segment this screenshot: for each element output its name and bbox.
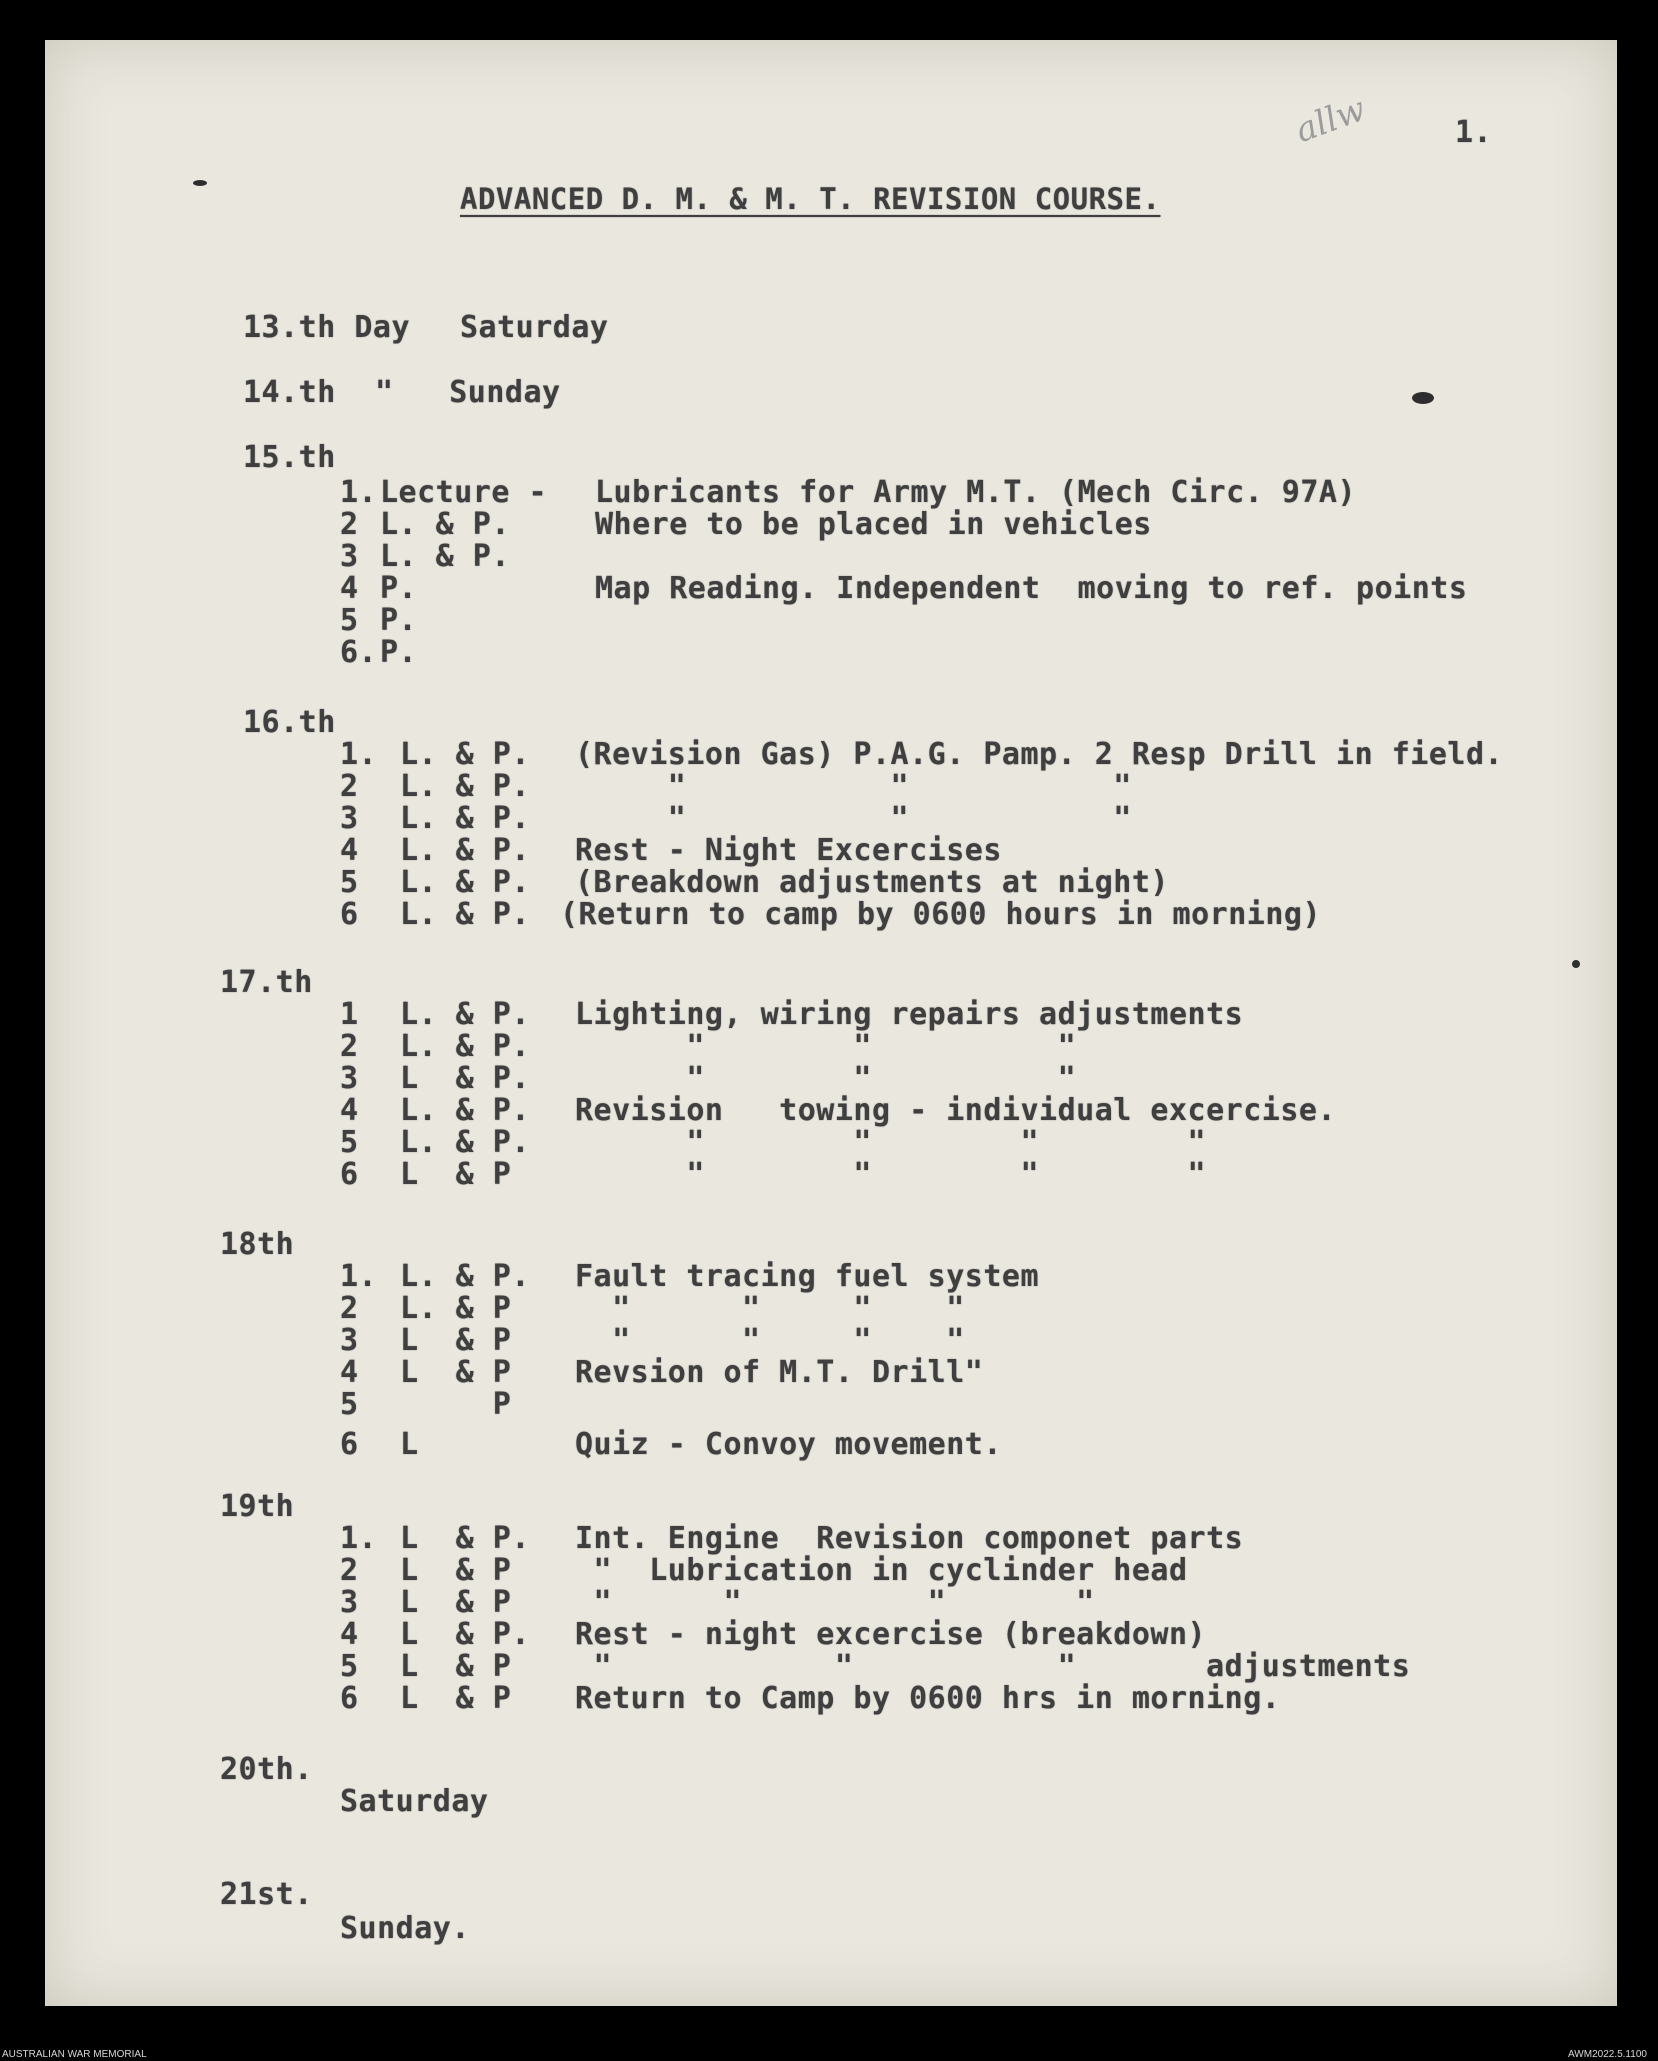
- item-type: L. & P.: [400, 1125, 530, 1160]
- ink-blot: [1412, 392, 1434, 404]
- page-number: 1.: [1455, 115, 1493, 150]
- item-num: 5: [340, 1125, 359, 1160]
- ink-blot: [193, 180, 207, 186]
- item-type: L. & P.: [400, 865, 530, 900]
- footer-reference: AWM2022.5.1100: [1568, 2049, 1647, 2060]
- item-num: 6.: [340, 635, 378, 670]
- item-num: 4: [340, 1093, 359, 1128]
- item-text: Fault tracing fuel system: [575, 1259, 1040, 1294]
- item-type: L: [400, 1427, 419, 1462]
- item-num: 6: [340, 1427, 359, 1462]
- item-num: 5: [340, 1649, 359, 1684]
- item-text: Lubricants for Army M.T. (Mech Circ. 97A): [595, 475, 1357, 510]
- day-sub: Saturday: [340, 1784, 489, 1819]
- item-num: 4: [340, 1355, 359, 1390]
- item-num: 5: [340, 865, 359, 900]
- item-num: 6: [340, 1681, 359, 1716]
- day-sub: Sunday.: [340, 1911, 470, 1946]
- day-extra: Saturday: [460, 310, 609, 345]
- item-num: 1.: [340, 737, 378, 772]
- pencil-annotation: allw: [1290, 89, 1371, 151]
- item-text: (Breakdown adjustments at night): [575, 865, 1169, 900]
- item-type: L. & P.: [380, 539, 510, 574]
- item-text: (Return to camp by 0600 hours in morning): [560, 897, 1322, 932]
- item-type: L. & P.: [400, 801, 530, 836]
- item-type: P.: [380, 635, 418, 670]
- item-num: 1.: [340, 1259, 378, 1294]
- item-text: " " " ": [575, 1125, 1207, 1160]
- item-type: L & P: [400, 1553, 512, 1588]
- item-type: P.: [380, 603, 418, 638]
- item-type: L & P: [400, 1323, 512, 1358]
- item-type: L & P.: [400, 1617, 530, 1652]
- day-label: 13.th Day: [243, 310, 411, 345]
- day-extra: " Sunday: [375, 375, 561, 410]
- item-num: 2: [340, 1291, 359, 1326]
- day-label: 16.th: [243, 705, 336, 740]
- item-type: L & P: [400, 1585, 512, 1620]
- item-text: " " " ": [575, 1323, 965, 1358]
- item-type: L. & P.: [400, 1093, 530, 1128]
- item-text: Return to Camp by 0600 hrs in morning.: [575, 1681, 1281, 1716]
- item-text: Int. Engine Revision componet parts: [575, 1521, 1244, 1556]
- item-text: Lighting, wiring repairs adjustments: [575, 997, 1244, 1032]
- item-type: P.: [380, 571, 418, 606]
- item-text: (Revision Gas) P.A.G. Pamp. 2 Resp Drill in field.: [575, 737, 1504, 772]
- item-num: 4: [340, 833, 359, 868]
- item-text: " " " ": [575, 1157, 1207, 1192]
- item-num: 3: [340, 1323, 359, 1358]
- item-type: L & P.: [400, 1061, 530, 1096]
- item-type: P: [400, 1387, 512, 1422]
- page-title: ADVANCED D. M. & M. T. REVISION COURSE.: [460, 182, 1161, 216]
- item-num: 3: [340, 539, 359, 574]
- item-num: 5: [340, 1387, 359, 1422]
- item-num: 6: [340, 1157, 359, 1192]
- item-num: 3: [340, 1585, 359, 1620]
- day-label: 14.th: [243, 375, 336, 410]
- item-num: 2: [340, 1553, 359, 1588]
- item-type: L. & P.: [380, 507, 510, 542]
- item-num: 2: [340, 769, 359, 804]
- item-text: Rest - night excercise (breakdown): [575, 1617, 1207, 1652]
- day-label: 20th.: [220, 1752, 313, 1787]
- item-text: Rest - Night Excercises: [575, 833, 1002, 868]
- item-num: 4: [340, 1617, 359, 1652]
- item-text: " " ": [575, 1029, 1077, 1064]
- day-label: 18th: [220, 1227, 295, 1262]
- ink-blot: [1572, 960, 1580, 968]
- item-type: L & P: [400, 1649, 512, 1684]
- item-text: " " " adjustments: [575, 1649, 1411, 1684]
- item-type: L & P: [400, 1681, 512, 1716]
- item-num: 2: [340, 1029, 359, 1064]
- item-num: 1: [340, 997, 359, 1032]
- item-num: 5: [340, 603, 359, 638]
- day-label: 15.th: [243, 440, 336, 475]
- item-num: 3: [340, 801, 359, 836]
- item-text: Revsion of M.T. Drill": [575, 1355, 984, 1390]
- item-text: " " " ": [575, 1585, 1095, 1620]
- item-num: 1.: [340, 475, 378, 510]
- item-text: " " " ": [575, 1291, 965, 1326]
- item-num: 2: [340, 507, 359, 542]
- item-text: Quiz - Convoy movement.: [575, 1427, 1002, 1462]
- item-num: 1.: [340, 1521, 378, 1556]
- item-type: L. & P.: [400, 1029, 530, 1064]
- item-text: Revision towing - individual excercise.: [575, 1093, 1337, 1128]
- footer-institution: AUSTRALIAN WAR MEMORIAL: [2, 2049, 147, 2060]
- item-type: L & P: [400, 1355, 512, 1390]
- day-label: 19th: [220, 1489, 295, 1524]
- day-label: 17.th: [220, 965, 313, 1000]
- item-text: " Lubrication in cyclinder head: [575, 1553, 1188, 1588]
- item-type: L & P: [400, 1157, 512, 1192]
- item-text: " " ": [575, 801, 1132, 836]
- item-type: L. & P.: [400, 897, 530, 932]
- item-text: Where to be placed in vehicles: [595, 507, 1152, 542]
- item-type: Lecture -: [380, 475, 548, 510]
- item-type: L. & P.: [400, 1259, 530, 1294]
- item-type: L. & P.: [400, 997, 530, 1032]
- item-text: Map Reading. Independent moving to ref. points: [595, 571, 1468, 606]
- day-label: 21st.: [220, 1877, 313, 1912]
- item-num: 4: [340, 571, 359, 606]
- item-num: 6: [340, 897, 359, 932]
- item-type: L. & P.: [400, 737, 530, 772]
- item-text: " " ": [575, 1061, 1077, 1096]
- item-type: L & P.: [400, 1521, 530, 1556]
- item-type: L. & P.: [400, 833, 530, 868]
- item-type: L. & P: [400, 1291, 512, 1326]
- item-text: " " ": [575, 769, 1132, 804]
- item-num: 3: [340, 1061, 359, 1096]
- item-type: L. & P.: [400, 769, 530, 804]
